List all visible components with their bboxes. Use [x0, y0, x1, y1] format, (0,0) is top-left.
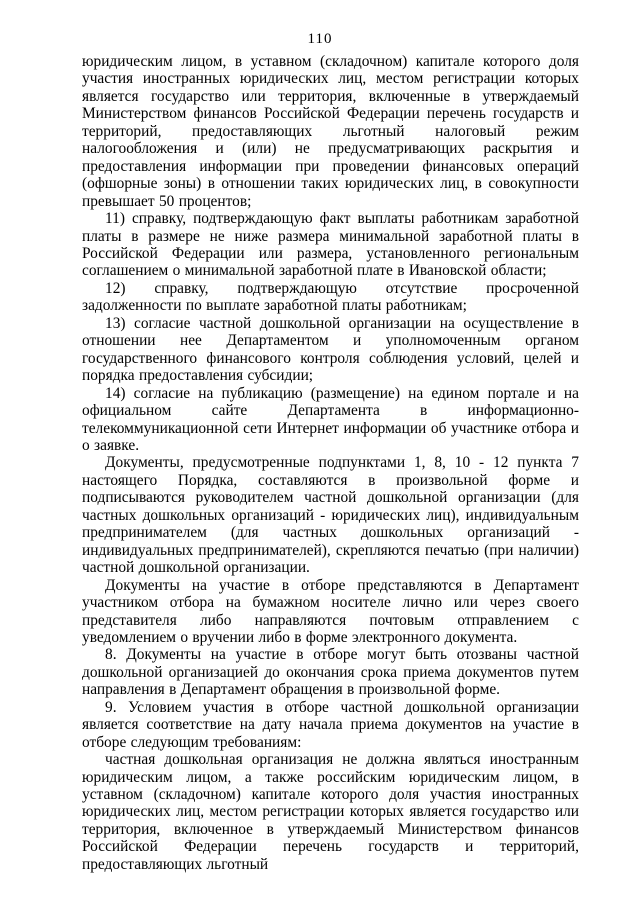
paragraph-subitem-14: 14) согласие на публикацию (размещение) на едином портале и на официальном сайте Департамента в информационно-телекоммуникационной сети Интернет информации об участнике отбора и о заявке. — [82, 384, 579, 454]
paragraph-requirement: частная дошкольная организация не должна являться иностранным юридическим лицом, а также российским юридическим лицом, в уставном (складочном) капитале которого доля участия иностранных юридических лиц, местом регистрации которых является государство или территория, включенное в утверждаемый Министерством финансов Российской Федерации перечень государств и территорий, предоставляющих льготный — [82, 751, 579, 873]
paragraph-subitem-13: 13) согласие частной дошкольной организации на осуществление в отношении нее Департаментом и уполномоченным органом государственного финансового контроля соблюдения условий, целей и порядка предоставления субсидии; — [82, 314, 579, 385]
document-body — [82, 53, 579, 873]
paragraph-item-9: 9. Условием участия в отборе частной дошкольной организации является соответствие на дату начала приема документов на участие в отборе следующим требованиям: — [82, 698, 579, 751]
paragraph-item-8: 8. Документы на участие в отборе могут быть отозваны частной дошкольной организацией до окончания срока приема документов путем направления в Департамент обращения в произвольной форме. — [82, 646, 579, 699]
paragraph-documents-form: Документы, предусмотренные подпунктами 1, 8, 10 - 12 пункта 7 настоящего Порядка, составляются в произвольной форме и подписываются руководителем частной дошкольной организации (для частных дошкольных организаций - юридических лиц), индивидуальным предпринимателем (для частных дошкольных организаций - индивидуальных предпринимателей), скрепляются печатью (при наличии) частной дошкольной организации. — [82, 454, 579, 577]
paragraph-continuation: юридическим лицом, в уставном (складочном) капитале которого доля участия иностранных юридических лиц, местом регистрации которых является государство или территория, включенные в утверждаемый Министерством финансов Российской Федерации перечень государств и территорий, предоставляющих льготный налоговый режим налогообложения и (или) не предусматривающих раскрытия и предоставления информации при проведении финансовых операций (офшорные зоны) в отношении таких юридических лиц, в совокупности превышает 50 процентов; — [82, 53, 579, 210]
paragraph-documents-submission: Документы на участие в отборе представляются в Департамент участником отбора на бумажном носителе лично или через своего представителя либо направляются почтовым отправлением с уведомлением о вручении либо в форме электронного документа. — [82, 576, 579, 646]
page-number: 110 — [307, 31, 333, 47]
paragraph-subitem-12: 12) справку, подтверждающую отсутствие просроченной задолженности по выплате заработной платы работникам; — [82, 279, 579, 315]
paragraph-subitem-11: 11) справку, подтверждающую факт выплаты работникам заработной платы в размере не ниже размера минимальной заработной платы в Российской Федерации или размера, установленного региональным соглашением о минимальной заработной плате в Ивановской области; — [82, 210, 579, 280]
